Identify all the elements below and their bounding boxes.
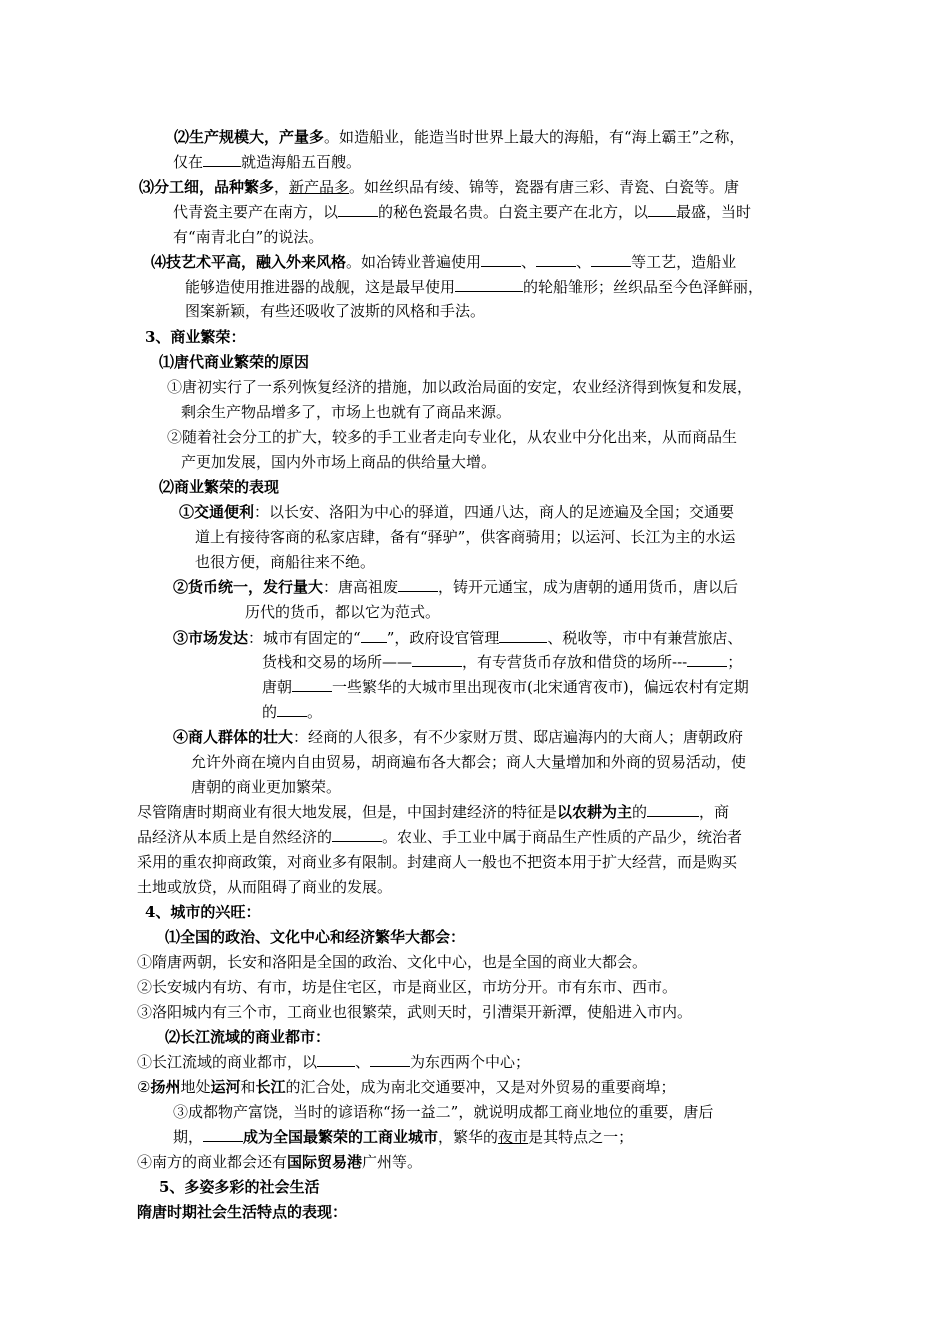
text-line — [151, 251, 736, 273]
text-segment: ③成都物产富饶，当时的谚语称“扬一益二”，就说明成都工商业地位的重要，唐后 — [173, 1103, 714, 1121]
text-segment: 历代的货币，都以它为范式。 — [245, 603, 441, 621]
text-segment: 就造海船五百艘。 — [241, 153, 362, 171]
fill-in-blank — [398, 576, 438, 592]
text-segment: 道上有接待客商的私家店肆，备有“驿驴”，供客商骑用；以运河、长江为主的水运 — [195, 528, 736, 546]
text-line — [173, 151, 361, 173]
bold-text: 长江 — [255, 1078, 286, 1096]
fill-in-blank — [361, 627, 387, 643]
bold-text: 运河 — [210, 1078, 241, 1096]
text-segment: 一些繁华的大城市里出现夜市(北宋通宵夜市)，偏远农村有定期 — [332, 678, 749, 696]
subsection-heading — [165, 926, 465, 948]
text-line — [262, 701, 322, 723]
bold-text: ⑵长江流域的商业都市： — [165, 1028, 331, 1046]
text-segment: 广州等。 — [362, 1153, 423, 1171]
text-line — [137, 876, 392, 898]
section-heading — [145, 901, 260, 923]
text-line — [173, 1126, 633, 1148]
text-line — [195, 551, 375, 573]
fill-in-blank — [499, 627, 547, 643]
text-line — [173, 627, 742, 649]
bold-text: ⑴唐代商业繁荣的原因 — [159, 353, 310, 371]
text-segment: 品经济从本质上是自然经济的 — [137, 828, 333, 846]
text-segment: ①长江流域的商业都市，以 — [137, 1053, 318, 1071]
text-line — [167, 376, 752, 398]
text-segment: ：经商的人很多，有不少家财万贯、邸店遍海内的大商人；唐朝政府 — [293, 728, 744, 746]
text-segment: 最盛，当时 — [676, 203, 752, 221]
section-heading — [145, 326, 245, 348]
bold-text: 以农耕为主 — [557, 803, 633, 821]
text-segment: 能够造使用推进器的战舰，这是最早使用 — [185, 278, 456, 296]
text-segment: ，商 — [699, 803, 730, 821]
text-segment: 货栈和交易的场所—— — [262, 653, 413, 671]
text-segment: ③洛阳城内有三个市，工商业也很繁荣，武则天时，引漕渠开新潭，使船进入市内。 — [137, 1003, 693, 1021]
text-segment: 。 — [307, 703, 323, 721]
text-segment: ，铸开元通宝，成为唐朝的通用货币，唐以后 — [438, 578, 739, 596]
text-segment: 的轮船雏形；丝织品至今色泽鲜丽， — [523, 278, 764, 296]
text-line — [137, 1051, 530, 1073]
text-segment: 期， — [173, 1128, 204, 1146]
text-line — [137, 1076, 676, 1098]
bold-text: 3、商业繁荣： — [145, 328, 246, 346]
text-line — [185, 276, 763, 298]
text-segment: 、 — [355, 1053, 371, 1071]
fill-in-blank — [292, 676, 332, 692]
fill-in-blank — [481, 251, 521, 267]
text-segment: 。如丝织品有绫、锦等，瓷器有唐三彩、青瓷、白瓷等。唐 — [349, 178, 740, 196]
text-segment: 唐朝的商业更加繁荣。 — [191, 778, 342, 796]
text-line — [137, 976, 677, 998]
text-segment: 采用的重农抑商政策，对商业多有限制。封建商人一般也不把资本用于扩大经营，而是购买 — [137, 853, 738, 871]
bold-text: ⑵生产规模大，产量多 — [174, 128, 325, 146]
section-heading — [137, 1201, 347, 1223]
text-segment: 、 — [521, 253, 537, 271]
text-line — [173, 576, 738, 598]
text-segment: 的 — [632, 803, 648, 821]
text-line — [174, 126, 744, 148]
subsection-heading — [165, 1026, 330, 1048]
text-segment: 剩余生产物品增多了，市场上也就有了商品来源。 — [181, 403, 512, 421]
text-segment: 土地或放贷，从而阻碍了商业的发展。 — [137, 878, 393, 896]
text-line — [167, 426, 737, 448]
text-segment: 仅在 — [173, 153, 204, 171]
text-segment: ①唐初实行了一系列恢复经济的措施，加以政治局面的安定，农业经济得到恢复和发展， — [167, 378, 753, 396]
text-line — [137, 1151, 422, 1173]
text-line — [185, 300, 485, 322]
text-segment: 、 — [576, 253, 592, 271]
bold-text: ⑴全国的政治、文化中心和经济繁华大都会： — [165, 928, 466, 946]
text-segment: 、税收等，市中有兼营旅店、 — [547, 629, 743, 647]
fill-in-blank — [370, 1051, 410, 1067]
text-segment: 。如冶铸业普遍使用 — [346, 253, 482, 271]
bold-text: ②货币统一，发行量大 — [173, 578, 324, 596]
text-line — [173, 1101, 713, 1123]
text-segment: ：以长安、洛阳为中心的驿道，四通八达，商人的足迹遍及全国；交通要 — [254, 503, 735, 521]
bold-text: ⑷技艺术平高，融入外来风格 — [151, 253, 347, 271]
underlined-text: 夜市 — [498, 1128, 529, 1146]
bold-text: ③市场发达 — [173, 629, 249, 647]
fill-in-blank — [412, 651, 462, 667]
text-line — [191, 751, 746, 773]
fill-in-blank — [648, 201, 676, 217]
text-line — [137, 1001, 692, 1023]
text-segment: 。农业、手工业中属于商品生产性质的产品少，统治者 — [382, 828, 743, 846]
fill-in-blank — [647, 801, 699, 817]
text-line — [195, 526, 735, 548]
subsection-heading — [159, 476, 279, 498]
fill-in-blank — [203, 151, 241, 167]
text-line — [173, 726, 743, 748]
text-line — [137, 826, 742, 848]
text-segment: 也很方便，商船往来不绝。 — [195, 553, 376, 571]
fill-in-blank — [687, 651, 727, 667]
bold-text: ⑵商业繁荣的表现 — [159, 478, 280, 496]
text-segment: ：唐高祖废 — [323, 578, 399, 596]
text-segment: 唐朝 — [262, 678, 293, 696]
text-segment: 是其特点之一； — [528, 1128, 634, 1146]
text-segment: 等工艺，造船业 — [631, 253, 737, 271]
fill-in-blank — [455, 276, 523, 292]
fill-in-blank — [536, 251, 576, 267]
text-segment: 产更加发展，国内外市场上商品的供给量大增。 — [181, 453, 497, 471]
text-segment: ，有专营货币存放和借贷的场所--- — [462, 653, 688, 671]
text-line — [245, 601, 440, 623]
text-segment: 。如造船业，能造当时世界上最大的海船，有“海上霸王”之称， — [324, 128, 745, 146]
bold-text: ④商人群体的壮大 — [173, 728, 294, 746]
text-segment: ②随着社会分工的扩大，较多的手工业者走向专业化，从农业中分化出来，从而商品生 — [167, 428, 738, 446]
text-segment: 的秘色瓷最名贵。白瓷主要产在北方，以 — [378, 203, 649, 221]
text-line — [173, 201, 751, 223]
text-line — [139, 176, 739, 198]
text-segment: ：城市有固定的“ — [248, 629, 361, 647]
section-heading — [159, 1176, 319, 1198]
text-line — [173, 226, 323, 248]
bold-text: 成为全国最繁荣的工商业城市 — [243, 1128, 439, 1146]
text-line — [262, 651, 742, 673]
bold-text: 扬州 — [150, 1078, 181, 1096]
text-line — [137, 951, 647, 973]
bold-text: 国际贸易港 — [287, 1153, 363, 1171]
subsection-heading — [159, 351, 309, 373]
text-segment: ； — [727, 653, 743, 671]
text-segment: 有“南青北白”的说法。 — [173, 228, 324, 246]
fill-in-blank — [332, 826, 382, 842]
bold-text: 5、多姿多彩的社会生活 — [159, 1178, 320, 1196]
text-line — [181, 401, 511, 423]
text-line — [137, 801, 729, 823]
text-segment: 允许外商在境内自由贸易，胡商遍布各大都会；商人大量增加和外商的贸易活动，使 — [191, 753, 747, 771]
text-segment: ①隋唐两朝，长安和洛阳是全国的政治、文化中心，也是全国的商业大都会。 — [137, 953, 648, 971]
text-segment: ， — [274, 178, 290, 196]
text-line — [191, 776, 341, 798]
underlined-text: 新产品多 — [289, 178, 350, 196]
text-segment: 代青瓷主要产在南方，以 — [173, 203, 339, 221]
fill-in-blank — [203, 1126, 243, 1142]
text-line — [181, 451, 496, 473]
text-segment: ④南方的商业都会还有 — [137, 1153, 288, 1171]
fill-in-blank — [277, 701, 307, 717]
bold-text: 隋唐时期社会生活特点的表现： — [137, 1203, 348, 1221]
text-segment: 的汇合处，成为南北交通要冲，又是对外贸易的重要商埠； — [285, 1078, 676, 1096]
text-segment: 的 — [262, 703, 278, 721]
text-segment: ”，政府设官管理 — [386, 629, 500, 647]
fill-in-blank — [338, 201, 378, 217]
text-segment: 图案新颖，有些还吸收了波斯的风格和手法。 — [185, 302, 486, 320]
text-segment: 为东西两个中心； — [410, 1053, 531, 1071]
text-segment: 尽管隋唐时期商业有很大地发展，但是，中国封建经济的特征是 — [137, 803, 558, 821]
text-line — [179, 501, 734, 523]
bold-text: ①交通便利 — [179, 503, 255, 521]
text-segment: 地处 — [180, 1078, 211, 1096]
bold-text: 4、城市的兴旺： — [145, 903, 261, 921]
text-segment: ② — [137, 1078, 151, 1096]
text-line — [262, 676, 749, 698]
text-line — [137, 851, 737, 873]
fill-in-blank — [591, 251, 631, 267]
fill-in-blank — [317, 1051, 355, 1067]
text-segment: 和 — [240, 1078, 256, 1096]
text-segment: ②长安城内有坊、有市，坊是住宅区，市是商业区，市坊分开。市有东市、西市。 — [137, 978, 678, 996]
bold-text: ⑶分工细，品种繁多 — [139, 178, 275, 196]
text-segment: ，繁华的 — [438, 1128, 499, 1146]
